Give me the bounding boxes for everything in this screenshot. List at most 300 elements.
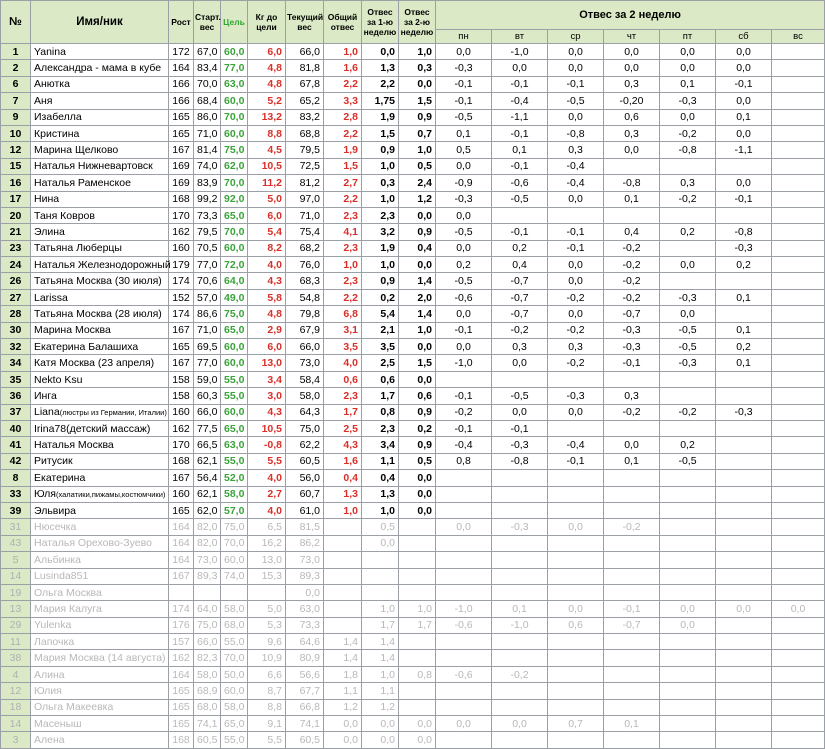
cell-start-weight[interactable]: 82,3: [194, 650, 221, 666]
cell-total-loss[interactable]: 2,2: [324, 289, 362, 305]
cell-name[interactable]: [31, 601, 169, 617]
cell-week2-loss[interactable]: 1,5: [399, 355, 436, 371]
cell-kg-to-goal[interactable]: 6,0: [248, 207, 286, 223]
cell-day-5[interactable]: [716, 371, 772, 387]
cell-week1-loss[interactable]: 3,2: [362, 224, 399, 240]
cell-day-5[interactable]: [716, 683, 772, 699]
cell-total-loss[interactable]: 0,0: [324, 732, 362, 748]
cell-day-1[interactable]: -0,1: [492, 76, 548, 92]
cell-day-5[interactable]: 0,0: [716, 44, 772, 60]
cell-day-4[interactable]: [660, 273, 716, 289]
cell-num[interactable]: 39: [1, 502, 31, 518]
cell-day-3[interactable]: [604, 486, 660, 502]
cell-name[interactable]: [31, 552, 169, 568]
cell-day-0[interactable]: -0,2: [436, 404, 492, 420]
cell-day-0[interactable]: -0,1: [436, 388, 492, 404]
cell-goal[interactable]: 60,0: [221, 339, 248, 355]
cell-start-weight[interactable]: 75,0: [194, 617, 221, 633]
cell-day-4[interactable]: [660, 568, 716, 584]
cell-day-6[interactable]: [772, 634, 825, 650]
cell-start-weight[interactable]: 77,0: [194, 355, 221, 371]
cell-day-1[interactable]: 0,0: [492, 716, 548, 732]
cell-day-4[interactable]: 0,0: [660, 617, 716, 633]
cell-height[interactable]: 158: [169, 388, 194, 404]
cell-kg-to-goal[interactable]: [248, 584, 286, 600]
cell-kg-to-goal[interactable]: 9,6: [248, 634, 286, 650]
cell-height[interactable]: 160: [169, 240, 194, 256]
cell-day-4[interactable]: 0,0: [660, 257, 716, 273]
cell-name[interactable]: [31, 634, 169, 650]
cell-week1-loss[interactable]: 1,3: [362, 486, 399, 502]
cell-day-2[interactable]: -0,8: [548, 125, 604, 141]
cell-day-4[interactable]: [660, 666, 716, 682]
cell-day-2[interactable]: [548, 207, 604, 223]
cell-goal[interactable]: 57,0: [221, 502, 248, 518]
cell-day-5[interactable]: [716, 453, 772, 469]
cell-total-loss[interactable]: 1,5: [324, 158, 362, 174]
cell-day-5[interactable]: [716, 634, 772, 650]
cell-name[interactable]: [31, 175, 169, 191]
cell-day-0[interactable]: -0,1: [436, 420, 492, 436]
cell-start-weight[interactable]: 62,0: [194, 502, 221, 518]
cell-height[interactable]: 169: [169, 158, 194, 174]
cell-name[interactable]: [31, 60, 169, 76]
cell-week2-loss[interactable]: [399, 552, 436, 568]
cell-current-weight[interactable]: 68,3: [286, 273, 324, 289]
cell-week1-loss[interactable]: 0,0: [362, 716, 399, 732]
cell-name[interactable]: [31, 257, 169, 273]
cell-height[interactable]: 172: [169, 44, 194, 60]
cell-current-weight[interactable]: 66,0: [286, 44, 324, 60]
cell-week2-loss[interactable]: 0,0: [399, 732, 436, 748]
cell-kg-to-goal[interactable]: 5,8: [248, 289, 286, 305]
cell-week2-loss[interactable]: [399, 634, 436, 650]
cell-day-3[interactable]: [604, 699, 660, 715]
cell-goal[interactable]: 60,0: [221, 240, 248, 256]
cell-name[interactable]: [31, 355, 169, 371]
cell-start-weight[interactable]: 82,0: [194, 535, 221, 551]
cell-num[interactable]: 12: [1, 683, 31, 699]
cell-day-1[interactable]: [492, 535, 548, 551]
cell-start-weight[interactable]: 64,0: [194, 601, 221, 617]
cell-kg-to-goal[interactable]: 8,7: [248, 683, 286, 699]
cell-height[interactable]: [169, 584, 194, 600]
cell-height[interactable]: 167: [169, 355, 194, 371]
cell-week1-loss[interactable]: 0,5: [362, 519, 399, 535]
cell-name[interactable]: [31, 502, 169, 518]
cell-day-0[interactable]: -0,6: [436, 617, 492, 633]
cell-goal[interactable]: 65,0: [221, 716, 248, 732]
cell-day-3[interactable]: -0,2: [604, 273, 660, 289]
cell-day-2[interactable]: -0,1: [548, 240, 604, 256]
cell-total-loss[interactable]: [324, 535, 362, 551]
cell-current-weight[interactable]: 58,4: [286, 371, 324, 387]
cell-week1-loss[interactable]: 0,3: [362, 175, 399, 191]
cell-height[interactable]: 170: [169, 437, 194, 453]
cell-day-4[interactable]: [660, 207, 716, 223]
cell-day-6[interactable]: [772, 60, 825, 76]
cell-day-0[interactable]: [436, 732, 492, 748]
cell-total-loss[interactable]: 1,0: [324, 257, 362, 273]
cell-kg-to-goal[interactable]: -0,8: [248, 437, 286, 453]
cell-day-0[interactable]: -0,1: [436, 76, 492, 92]
cell-num[interactable]: 30: [1, 322, 31, 338]
cell-day-5[interactable]: 0,1: [716, 109, 772, 125]
cell-week2-loss[interactable]: [399, 699, 436, 715]
cell-total-loss[interactable]: 4,0: [324, 355, 362, 371]
cell-start-weight[interactable]: 67,0: [194, 44, 221, 60]
cell-week1-loss[interactable]: 1,7: [362, 617, 399, 633]
cell-week1-loss[interactable]: 0,0: [362, 535, 399, 551]
cell-day-6[interactable]: [772, 76, 825, 92]
cell-kg-to-goal[interactable]: 5,5: [248, 732, 286, 748]
cell-kg-to-goal[interactable]: 9,1: [248, 716, 286, 732]
cell-current-weight[interactable]: 79,8: [286, 306, 324, 322]
cell-week2-loss[interactable]: 0,0: [399, 502, 436, 518]
cell-day-2[interactable]: [548, 470, 604, 486]
header-week1-loss[interactable]: Отвес за 1-ю неделю: [362, 1, 399, 44]
cell-day-0[interactable]: 0,5: [436, 142, 492, 158]
cell-day-1[interactable]: -0,3: [492, 437, 548, 453]
cell-day-4[interactable]: [660, 420, 716, 436]
cell-day-2[interactable]: [548, 650, 604, 666]
cell-height[interactable]: 164: [169, 552, 194, 568]
header-day-3[interactable]: чт: [604, 30, 660, 44]
cell-week2-loss[interactable]: 0,5: [399, 158, 436, 174]
cell-day-3[interactable]: [604, 732, 660, 748]
cell-num[interactable]: 2: [1, 60, 31, 76]
cell-goal[interactable]: 60,0: [221, 404, 248, 420]
header-height[interactable]: Рост: [169, 1, 194, 44]
cell-day-6[interactable]: [772, 552, 825, 568]
cell-start-weight[interactable]: 71,0: [194, 322, 221, 338]
cell-height[interactable]: 166: [169, 93, 194, 109]
cell-day-1[interactable]: -0,3: [492, 519, 548, 535]
cell-current-weight[interactable]: 66,0: [286, 339, 324, 355]
cell-day-1[interactable]: -0,5: [492, 388, 548, 404]
cell-name[interactable]: [31, 617, 169, 633]
cell-current-weight[interactable]: 75,4: [286, 224, 324, 240]
cell-height[interactable]: 170: [169, 207, 194, 223]
cell-day-5[interactable]: 0,0: [716, 601, 772, 617]
cell-day-4[interactable]: -0,2: [660, 191, 716, 207]
cell-day-4[interactable]: [660, 584, 716, 600]
cell-day-5[interactable]: [716, 486, 772, 502]
cell-day-5[interactable]: [716, 568, 772, 584]
cell-day-4[interactable]: 0,0: [660, 60, 716, 76]
cell-current-weight[interactable]: 65,2: [286, 93, 324, 109]
cell-start-weight[interactable]: 62,1: [194, 453, 221, 469]
cell-current-weight[interactable]: 67,9: [286, 322, 324, 338]
cell-goal[interactable]: 70,0: [221, 224, 248, 240]
cell-day-2[interactable]: -0,4: [548, 437, 604, 453]
cell-day-2[interactable]: 0,0: [548, 109, 604, 125]
cell-day-4[interactable]: -0,3: [660, 289, 716, 305]
cell-day-2[interactable]: 0,0: [548, 273, 604, 289]
cell-day-6[interactable]: [772, 666, 825, 682]
cell-start-weight[interactable]: 60,3: [194, 388, 221, 404]
cell-day-2[interactable]: -0,1: [548, 224, 604, 240]
cell-day-3[interactable]: [604, 470, 660, 486]
cell-goal[interactable]: 63,0: [221, 437, 248, 453]
cell-day-6[interactable]: [772, 535, 825, 551]
cell-kg-to-goal[interactable]: 4,8: [248, 60, 286, 76]
header-day-1[interactable]: вт: [492, 30, 548, 44]
cell-day-4[interactable]: [660, 388, 716, 404]
cell-day-2[interactable]: [548, 371, 604, 387]
cell-day-5[interactable]: [716, 650, 772, 666]
cell-week2-loss[interactable]: 1,0: [399, 601, 436, 617]
cell-current-weight[interactable]: 81,2: [286, 175, 324, 191]
cell-week1-loss[interactable]: 1,7: [362, 388, 399, 404]
cell-day-6[interactable]: [772, 175, 825, 191]
header-week2-loss[interactable]: Отвес за 2-ю неделю: [399, 1, 436, 44]
cell-day-6[interactable]: [772, 437, 825, 453]
cell-num[interactable]: 14: [1, 568, 31, 584]
cell-name[interactable]: [31, 109, 169, 125]
cell-day-2[interactable]: -0,2: [548, 322, 604, 338]
cell-day-3[interactable]: -0,2: [604, 519, 660, 535]
cell-num[interactable]: 7: [1, 93, 31, 109]
cell-total-loss[interactable]: 3,1: [324, 322, 362, 338]
cell-day-0[interactable]: 0,0: [436, 519, 492, 535]
cell-day-3[interactable]: [604, 502, 660, 518]
cell-day-1[interactable]: 0,2: [492, 240, 548, 256]
cell-day-4[interactable]: 0,1: [660, 76, 716, 92]
cell-start-weight[interactable]: 99,2: [194, 191, 221, 207]
cell-name[interactable]: [31, 486, 169, 502]
header-day-2[interactable]: ср: [548, 30, 604, 44]
cell-current-weight[interactable]: 62,2: [286, 437, 324, 453]
cell-current-weight[interactable]: 74,1: [286, 716, 324, 732]
cell-week1-loss[interactable]: 1,4: [362, 650, 399, 666]
cell-day-4[interactable]: [660, 716, 716, 732]
cell-day-6[interactable]: [772, 273, 825, 289]
cell-week2-loss[interactable]: 0,6: [399, 388, 436, 404]
cell-day-0[interactable]: 0,0: [436, 306, 492, 322]
cell-goal[interactable]: 72,0: [221, 257, 248, 273]
header-name[interactable]: Имя/ник: [31, 1, 169, 44]
cell-day-4[interactable]: [660, 732, 716, 748]
cell-height[interactable]: 164: [169, 535, 194, 551]
cell-total-loss[interactable]: [324, 601, 362, 617]
cell-start-weight[interactable]: 58,0: [194, 666, 221, 682]
cell-kg-to-goal[interactable]: 4,8: [248, 76, 286, 92]
cell-day-5[interactable]: [716, 420, 772, 436]
cell-day-2[interactable]: 0,3: [548, 339, 604, 355]
cell-current-weight[interactable]: 66,8: [286, 699, 324, 715]
cell-kg-to-goal[interactable]: 4,3: [248, 404, 286, 420]
cell-kg-to-goal[interactable]: 6,0: [248, 44, 286, 60]
cell-num[interactable]: 38: [1, 650, 31, 666]
cell-num[interactable]: 12: [1, 142, 31, 158]
cell-day-1[interactable]: -0,1: [492, 224, 548, 240]
cell-height[interactable]: 176: [169, 617, 194, 633]
cell-num[interactable]: 10: [1, 125, 31, 141]
cell-name[interactable]: [31, 289, 169, 305]
cell-name[interactable]: [31, 207, 169, 223]
cell-kg-to-goal[interactable]: 4,5: [248, 142, 286, 158]
cell-num[interactable]: 23: [1, 240, 31, 256]
cell-week2-loss[interactable]: 2,0: [399, 289, 436, 305]
cell-goal[interactable]: 63,0: [221, 76, 248, 92]
cell-day-6[interactable]: [772, 371, 825, 387]
cell-day-3[interactable]: [604, 535, 660, 551]
cell-num[interactable]: 34: [1, 355, 31, 371]
cell-total-loss[interactable]: 1,4: [324, 650, 362, 666]
cell-day-6[interactable]: [772, 519, 825, 535]
cell-kg-to-goal[interactable]: 10,5: [248, 158, 286, 174]
cell-start-weight[interactable]: 71,0: [194, 125, 221, 141]
cell-kg-to-goal[interactable]: 6,6: [248, 666, 286, 682]
cell-day-0[interactable]: 0,0: [436, 339, 492, 355]
cell-day-6[interactable]: [772, 207, 825, 223]
cell-total-loss[interactable]: 2,2: [324, 76, 362, 92]
cell-day-2[interactable]: -0,1: [548, 453, 604, 469]
cell-height[interactable]: 165: [169, 699, 194, 715]
cell-current-weight[interactable]: 56,0: [286, 470, 324, 486]
cell-day-3[interactable]: 0,0: [604, 60, 660, 76]
cell-total-loss[interactable]: 3,3: [324, 93, 362, 109]
cell-day-4[interactable]: [660, 634, 716, 650]
cell-day-1[interactable]: [492, 552, 548, 568]
cell-week1-loss[interactable]: 2,2: [362, 76, 399, 92]
cell-goal[interactable]: [221, 584, 248, 600]
cell-day-4[interactable]: 0,0: [660, 601, 716, 617]
cell-num[interactable]: 17: [1, 191, 31, 207]
cell-day-3[interactable]: -0,2: [604, 240, 660, 256]
cell-day-5[interactable]: -0,8: [716, 224, 772, 240]
cell-week2-loss[interactable]: 0,0: [399, 371, 436, 387]
cell-goal[interactable]: 70,0: [221, 109, 248, 125]
cell-goal[interactable]: 55,0: [221, 732, 248, 748]
cell-num[interactable]: 29: [1, 617, 31, 633]
cell-goal[interactable]: 64,0: [221, 273, 248, 289]
cell-kg-to-goal[interactable]: 6,0: [248, 339, 286, 355]
cell-day-2[interactable]: 0,7: [548, 716, 604, 732]
cell-name[interactable]: [31, 306, 169, 322]
cell-week2-loss[interactable]: 1,0: [399, 322, 436, 338]
cell-week1-loss[interactable]: 1,1: [362, 453, 399, 469]
cell-height[interactable]: 157: [169, 634, 194, 650]
cell-day-4[interactable]: [660, 552, 716, 568]
cell-day-4[interactable]: [660, 650, 716, 666]
cell-week1-loss[interactable]: 2,3: [362, 420, 399, 436]
cell-day-4[interactable]: -0,3: [660, 93, 716, 109]
cell-height[interactable]: 168: [169, 453, 194, 469]
cell-current-weight[interactable]: 63,0: [286, 601, 324, 617]
cell-num[interactable]: 35: [1, 371, 31, 387]
cell-name[interactable]: [31, 224, 169, 240]
cell-day-3[interactable]: [604, 634, 660, 650]
cell-total-loss[interactable]: 1,6: [324, 60, 362, 76]
cell-day-2[interactable]: 0,0: [548, 404, 604, 420]
cell-height[interactable]: 152: [169, 289, 194, 305]
cell-day-6[interactable]: [772, 420, 825, 436]
cell-kg-to-goal[interactable]: 6,5: [248, 519, 286, 535]
cell-day-6[interactable]: [772, 240, 825, 256]
cell-day-3[interactable]: 0,3: [604, 76, 660, 92]
cell-goal[interactable]: 55,0: [221, 453, 248, 469]
cell-week2-loss[interactable]: 0,7: [399, 125, 436, 141]
cell-height[interactable]: 158: [169, 371, 194, 387]
cell-day-5[interactable]: [716, 552, 772, 568]
cell-start-weight[interactable]: 77,0: [194, 257, 221, 273]
cell-week2-loss[interactable]: 0,0: [399, 207, 436, 223]
cell-day-0[interactable]: -0,1: [436, 322, 492, 338]
cell-week1-loss[interactable]: 2,1: [362, 322, 399, 338]
cell-current-weight[interactable]: 58,0: [286, 388, 324, 404]
cell-day-3[interactable]: [604, 666, 660, 682]
cell-goal[interactable]: 92,0: [221, 191, 248, 207]
cell-start-weight[interactable]: 68,9: [194, 683, 221, 699]
cell-day-0[interactable]: -0,6: [436, 666, 492, 682]
cell-day-1[interactable]: [492, 634, 548, 650]
cell-day-3[interactable]: 0,3: [604, 125, 660, 141]
cell-total-loss[interactable]: 2,7: [324, 175, 362, 191]
cell-week2-loss[interactable]: 0,0: [399, 339, 436, 355]
cell-week2-loss[interactable]: 0,9: [399, 404, 436, 420]
cell-name[interactable]: [31, 322, 169, 338]
cell-day-6[interactable]: [772, 470, 825, 486]
header-num[interactable]: №: [1, 1, 31, 44]
cell-day-3[interactable]: [604, 584, 660, 600]
cell-day-5[interactable]: [716, 388, 772, 404]
cell-week2-loss[interactable]: 0,4: [399, 240, 436, 256]
cell-day-0[interactable]: -0,3: [436, 60, 492, 76]
cell-day-2[interactable]: 0,0: [548, 44, 604, 60]
cell-current-weight[interactable]: 61,0: [286, 502, 324, 518]
cell-start-weight[interactable]: 70,5: [194, 240, 221, 256]
cell-goal[interactable]: 50,0: [221, 666, 248, 682]
cell-day-6[interactable]: [772, 453, 825, 469]
cell-day-6[interactable]: [772, 257, 825, 273]
cell-goal[interactable]: 58,0: [221, 601, 248, 617]
cell-height[interactable]: 167: [169, 142, 194, 158]
cell-week2-loss[interactable]: 0,0: [399, 486, 436, 502]
cell-day-1[interactable]: [492, 732, 548, 748]
cell-day-6[interactable]: [772, 93, 825, 109]
cell-week2-loss[interactable]: 0,8: [399, 666, 436, 682]
cell-height[interactable]: 174: [169, 306, 194, 322]
cell-day-5[interactable]: 0,2: [716, 339, 772, 355]
cell-day-0[interactable]: 0,0: [436, 716, 492, 732]
header-kg-to-goal[interactable]: Кг до цели: [248, 1, 286, 44]
cell-day-1[interactable]: 0,0: [492, 60, 548, 76]
cell-day-1[interactable]: -0,5: [492, 191, 548, 207]
cell-day-1[interactable]: [492, 699, 548, 715]
cell-week2-loss[interactable]: 0,0: [399, 470, 436, 486]
cell-week2-loss[interactable]: 0,3: [399, 60, 436, 76]
cell-start-weight[interactable]: 89,3: [194, 568, 221, 584]
cell-week2-loss[interactable]: 1,5: [399, 93, 436, 109]
cell-day-5[interactable]: [716, 732, 772, 748]
cell-day-5[interactable]: [716, 273, 772, 289]
cell-num[interactable]: 8: [1, 470, 31, 486]
header-day-5[interactable]: сб: [716, 30, 772, 44]
cell-day-4[interactable]: [660, 502, 716, 518]
cell-day-6[interactable]: [772, 339, 825, 355]
cell-day-3[interactable]: 0,1: [604, 716, 660, 732]
cell-day-4[interactable]: [660, 683, 716, 699]
cell-start-weight[interactable]: 70,6: [194, 273, 221, 289]
cell-height[interactable]: 165: [169, 125, 194, 141]
cell-name[interactable]: [31, 125, 169, 141]
cell-num[interactable]: 21: [1, 224, 31, 240]
cell-name[interactable]: [31, 191, 169, 207]
cell-week1-loss[interactable]: 1,3: [362, 60, 399, 76]
cell-num[interactable]: 36: [1, 388, 31, 404]
